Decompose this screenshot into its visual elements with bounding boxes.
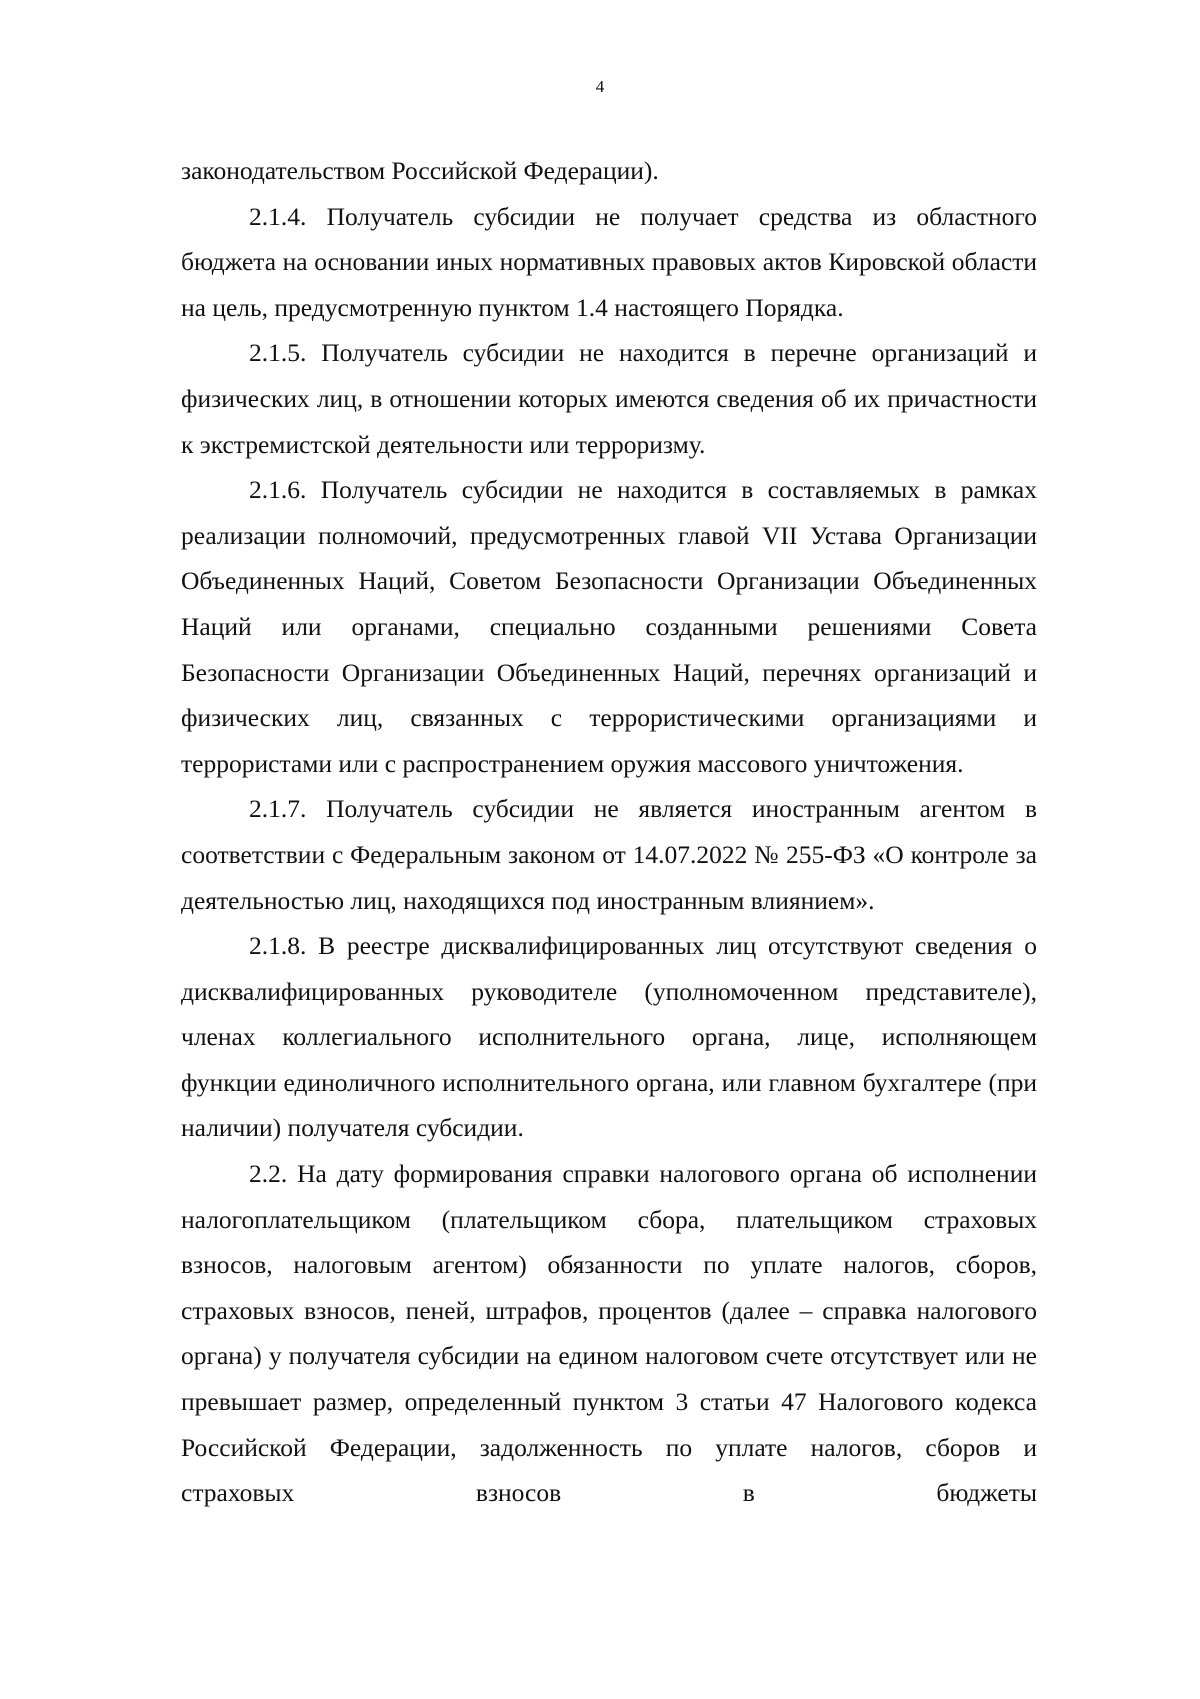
document-body xyxy=(181,148,1037,1516)
paragraph-2-1-5: 2.1.5. Получатель субсидии не находится в перечне организаций и физических лиц, в отношении которых имеются сведения об их причастности к экстремистской деятельности или терроризму. xyxy=(181,338,1037,459)
paragraph-2-1-8: 2.1.8. В реестре дисквалифицированных лиц отсутствуют сведения о дисквалифицированных руководителе (уполномоченном представителе), членах коллегиального исполнительного органа, лице, исполняющем функции единоличного исполнительного органа, или главном бухгалтере (при наличии) получателя субсидии. xyxy=(181,931,1037,1143)
paragraph-2-1-7: 2.1.7. Получатель субсидии не является иностранным агентом в соответствии с Федеральным законом от 14.07.2022 № 255-ФЗ «О контроле за деятельностью лиц, находящихся под иностранным влиянием». xyxy=(181,794,1037,915)
paragraph-continuation: законодательством Российской Федерации). xyxy=(181,156,659,185)
paragraph-2-1-4: 2.1.4. Получатель субсидии не получает средства из областного бюджета на основании иных нормативных правовых актов Кировской области на цель, предусмотренную пунктом 1.4 настоящего Порядка. xyxy=(181,201,1037,322)
paragraph-2-2: 2.2. На дату формирования справки налогового органа об исполнении налогоплательщиком (плательщиком сбора, плательщиком страховых взносов, налоговым агентом) обязанности по уплате налогов, сборов, страховых взносов, пеней, штрафов, процентов (далее – справка налогового органа) у получателя субсидии на едином налоговом счете отсутствует или не превышает размер, определенный пунктом 3 статьи 47 Налогового кодекса Российской Федерации, задолженность по уплате налогов, сборов и страховых взносов в бюджеты xyxy=(181,1159,1037,1508)
page-number: 4 xyxy=(595,77,605,96)
paragraph-2-1-6: 2.1.6. Получатель субсидии не находится в составляемых в рамках реализации полномочий, предусмотренных главой VII Устава Организации Объединенных Наций, Советом Безопасности Организации Объединенных Наций или органами, специально созданными решениями Совета Безопасности Организации Объединенных Наций, перечнях организаций и физических лиц, связанных с террористическими организациями и террористами или с распространением оружия массового уничтожения. xyxy=(181,475,1037,778)
